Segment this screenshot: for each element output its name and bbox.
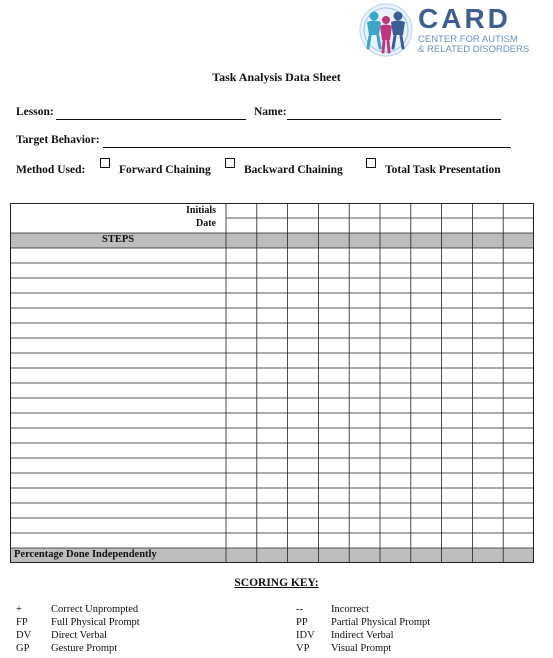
card-logo-icon bbox=[356, 2, 416, 58]
card-logo bbox=[356, 2, 546, 58]
key-description: Full Physical Prompt bbox=[51, 617, 140, 628]
logo-subtitle-1: CENTER FOR AUTISM bbox=[418, 34, 518, 45]
target-behavior-field[interactable] bbox=[103, 147, 511, 148]
key-code: IDV bbox=[296, 630, 315, 641]
key-description: Direct Verbal bbox=[51, 630, 108, 641]
backward-chaining-checkbox[interactable] bbox=[225, 158, 235, 168]
key-description: Gesture Prompt bbox=[51, 643, 118, 654]
key-code: DV bbox=[16, 630, 32, 641]
forward-chaining-label: Forward Chaining bbox=[119, 164, 211, 176]
key-description: Incorrect bbox=[331, 604, 369, 615]
steps-header-bar bbox=[10, 233, 534, 248]
key-code: PP bbox=[296, 617, 308, 628]
method-used-label: Method Used: bbox=[16, 164, 86, 176]
page-title: Task Analysis Data Sheet bbox=[212, 70, 341, 84]
date-label: Date bbox=[196, 218, 216, 229]
name-field[interactable] bbox=[287, 119, 501, 120]
forward-chaining-checkbox[interactable] bbox=[100, 158, 110, 168]
lesson-label: Lesson: bbox=[16, 106, 54, 118]
key-code: -- bbox=[296, 604, 303, 615]
key-code: VP bbox=[296, 643, 310, 654]
initials-label: Initials bbox=[185, 205, 216, 216]
data-table bbox=[10, 203, 534, 563]
key-description: Partial Physical Prompt bbox=[331, 617, 431, 628]
total-task-checkbox[interactable] bbox=[366, 158, 376, 168]
key-description: Indirect Verbal bbox=[331, 630, 394, 641]
backward-chaining-label: Backward Chaining bbox=[244, 164, 343, 176]
name-label: Name: bbox=[254, 106, 287, 118]
logo-subtitle-2: & RELATED DISORDERS bbox=[418, 44, 530, 55]
key-code: FP bbox=[16, 617, 28, 628]
logo-title: CARD bbox=[418, 3, 511, 34]
total-task-label: Total Task Presentation bbox=[385, 164, 501, 176]
lesson-field[interactable] bbox=[56, 119, 246, 120]
key-description: Correct Unprompted bbox=[51, 604, 139, 615]
scoring-key-title: SCORING KEY: bbox=[234, 577, 319, 589]
steps-header: STEPS bbox=[102, 234, 135, 245]
data-table-grid bbox=[10, 203, 534, 563]
percentage-done-label: Percentage Done Independently bbox=[14, 549, 157, 560]
key-description: Visual Prompt bbox=[331, 643, 392, 654]
target-behavior-label: Target Behavior: bbox=[16, 134, 100, 146]
key-code: + bbox=[16, 604, 22, 615]
key-code: GP bbox=[16, 643, 30, 654]
